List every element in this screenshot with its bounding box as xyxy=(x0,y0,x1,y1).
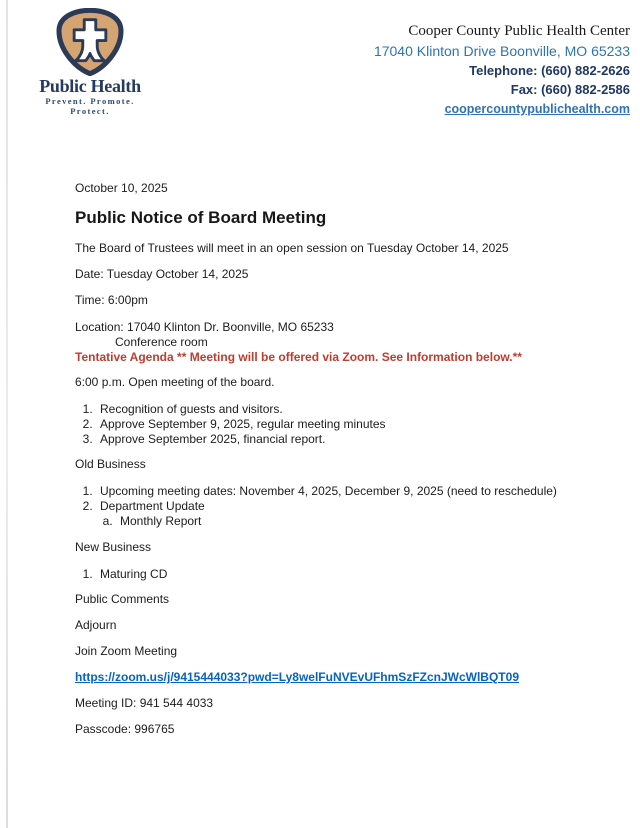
public-health-logo xyxy=(25,8,155,116)
old-business-list xyxy=(75,484,620,514)
agenda-item: 3. Approve September 2025, financial report. xyxy=(96,432,620,447)
new-business-item: 1. Maturing CD xyxy=(96,567,620,582)
old-business-sub-item: a. Monthly Report xyxy=(116,514,620,529)
location-room-line: Conference room xyxy=(115,335,208,349)
letter-body xyxy=(75,182,620,749)
old-business-heading: Old Business xyxy=(75,457,146,471)
old-business-sublist xyxy=(75,514,620,529)
organization-address: 17040 Klinton Drive Boonville, MO 65233 xyxy=(373,43,630,59)
intro-line: The Board of Trustees will meet in an open session on Tuesday October 14, 2025 xyxy=(75,241,509,255)
public-comments-line: Public Comments xyxy=(75,592,170,606)
zoom-meeting-link[interactable]: https://zoom.us/j/9415444033?pwd=Ly8welFuNVEvUFhmSzFZcnJWcWlBQT09 xyxy=(75,670,519,684)
scan-edge-artifact xyxy=(6,0,8,828)
logo-tagline: Prevent. Promote. Protect. xyxy=(45,96,135,116)
agenda-item: 1. Recognition of guests and visitors. xyxy=(96,402,620,417)
logo-title: Public Health xyxy=(39,76,141,96)
document-title: Public Notice of Board Meeting xyxy=(75,208,327,227)
telephone-line: Telephone: (660) 882-2626 xyxy=(469,63,630,78)
meeting-id-line: Meeting ID: 941 544 4033 xyxy=(75,696,214,710)
passcode-line: Passcode: 996765 xyxy=(75,722,175,736)
tentative-agenda-notice: Tentative Agenda ** Meeting will be offered via Zoom. See Information below.** xyxy=(75,350,522,364)
meeting-date-line: Date: Tuesday October 14, 2025 xyxy=(75,267,249,281)
fax-line: Fax: (660) 882-2586 xyxy=(510,82,630,97)
agenda-item: 2. Approve September 9, 2025, regular meeting minutes xyxy=(96,417,620,432)
old-business-item: 2. Department Update xyxy=(96,499,620,514)
adjourn-line: Adjourn xyxy=(75,618,117,632)
location-block xyxy=(75,320,620,350)
agenda-list xyxy=(75,402,620,447)
website-link[interactable]: coopercountypublichealth.com xyxy=(444,102,630,116)
shield-cross-icon xyxy=(54,8,126,76)
contact-block xyxy=(374,22,630,118)
organization-name: Cooper County Public Health Center xyxy=(408,23,630,39)
new-business-heading: New Business xyxy=(75,540,152,554)
open-meeting-line: 6:00 p.m. Open meeting of the board. xyxy=(75,375,275,389)
join-zoom-heading: Join Zoom Meeting xyxy=(75,644,178,658)
location-line: Location: 17040 Klinton Dr. Boonville, MO 65233 xyxy=(75,320,334,334)
old-business-item: 1. Upcoming meeting dates: November 4, 2025, December 9, 2025 (need to reschedule) xyxy=(96,484,620,499)
letter-date: October 10, 2025 xyxy=(75,181,168,195)
meeting-time-line: Time: 6:00pm xyxy=(75,293,148,307)
new-business-list xyxy=(75,567,620,582)
